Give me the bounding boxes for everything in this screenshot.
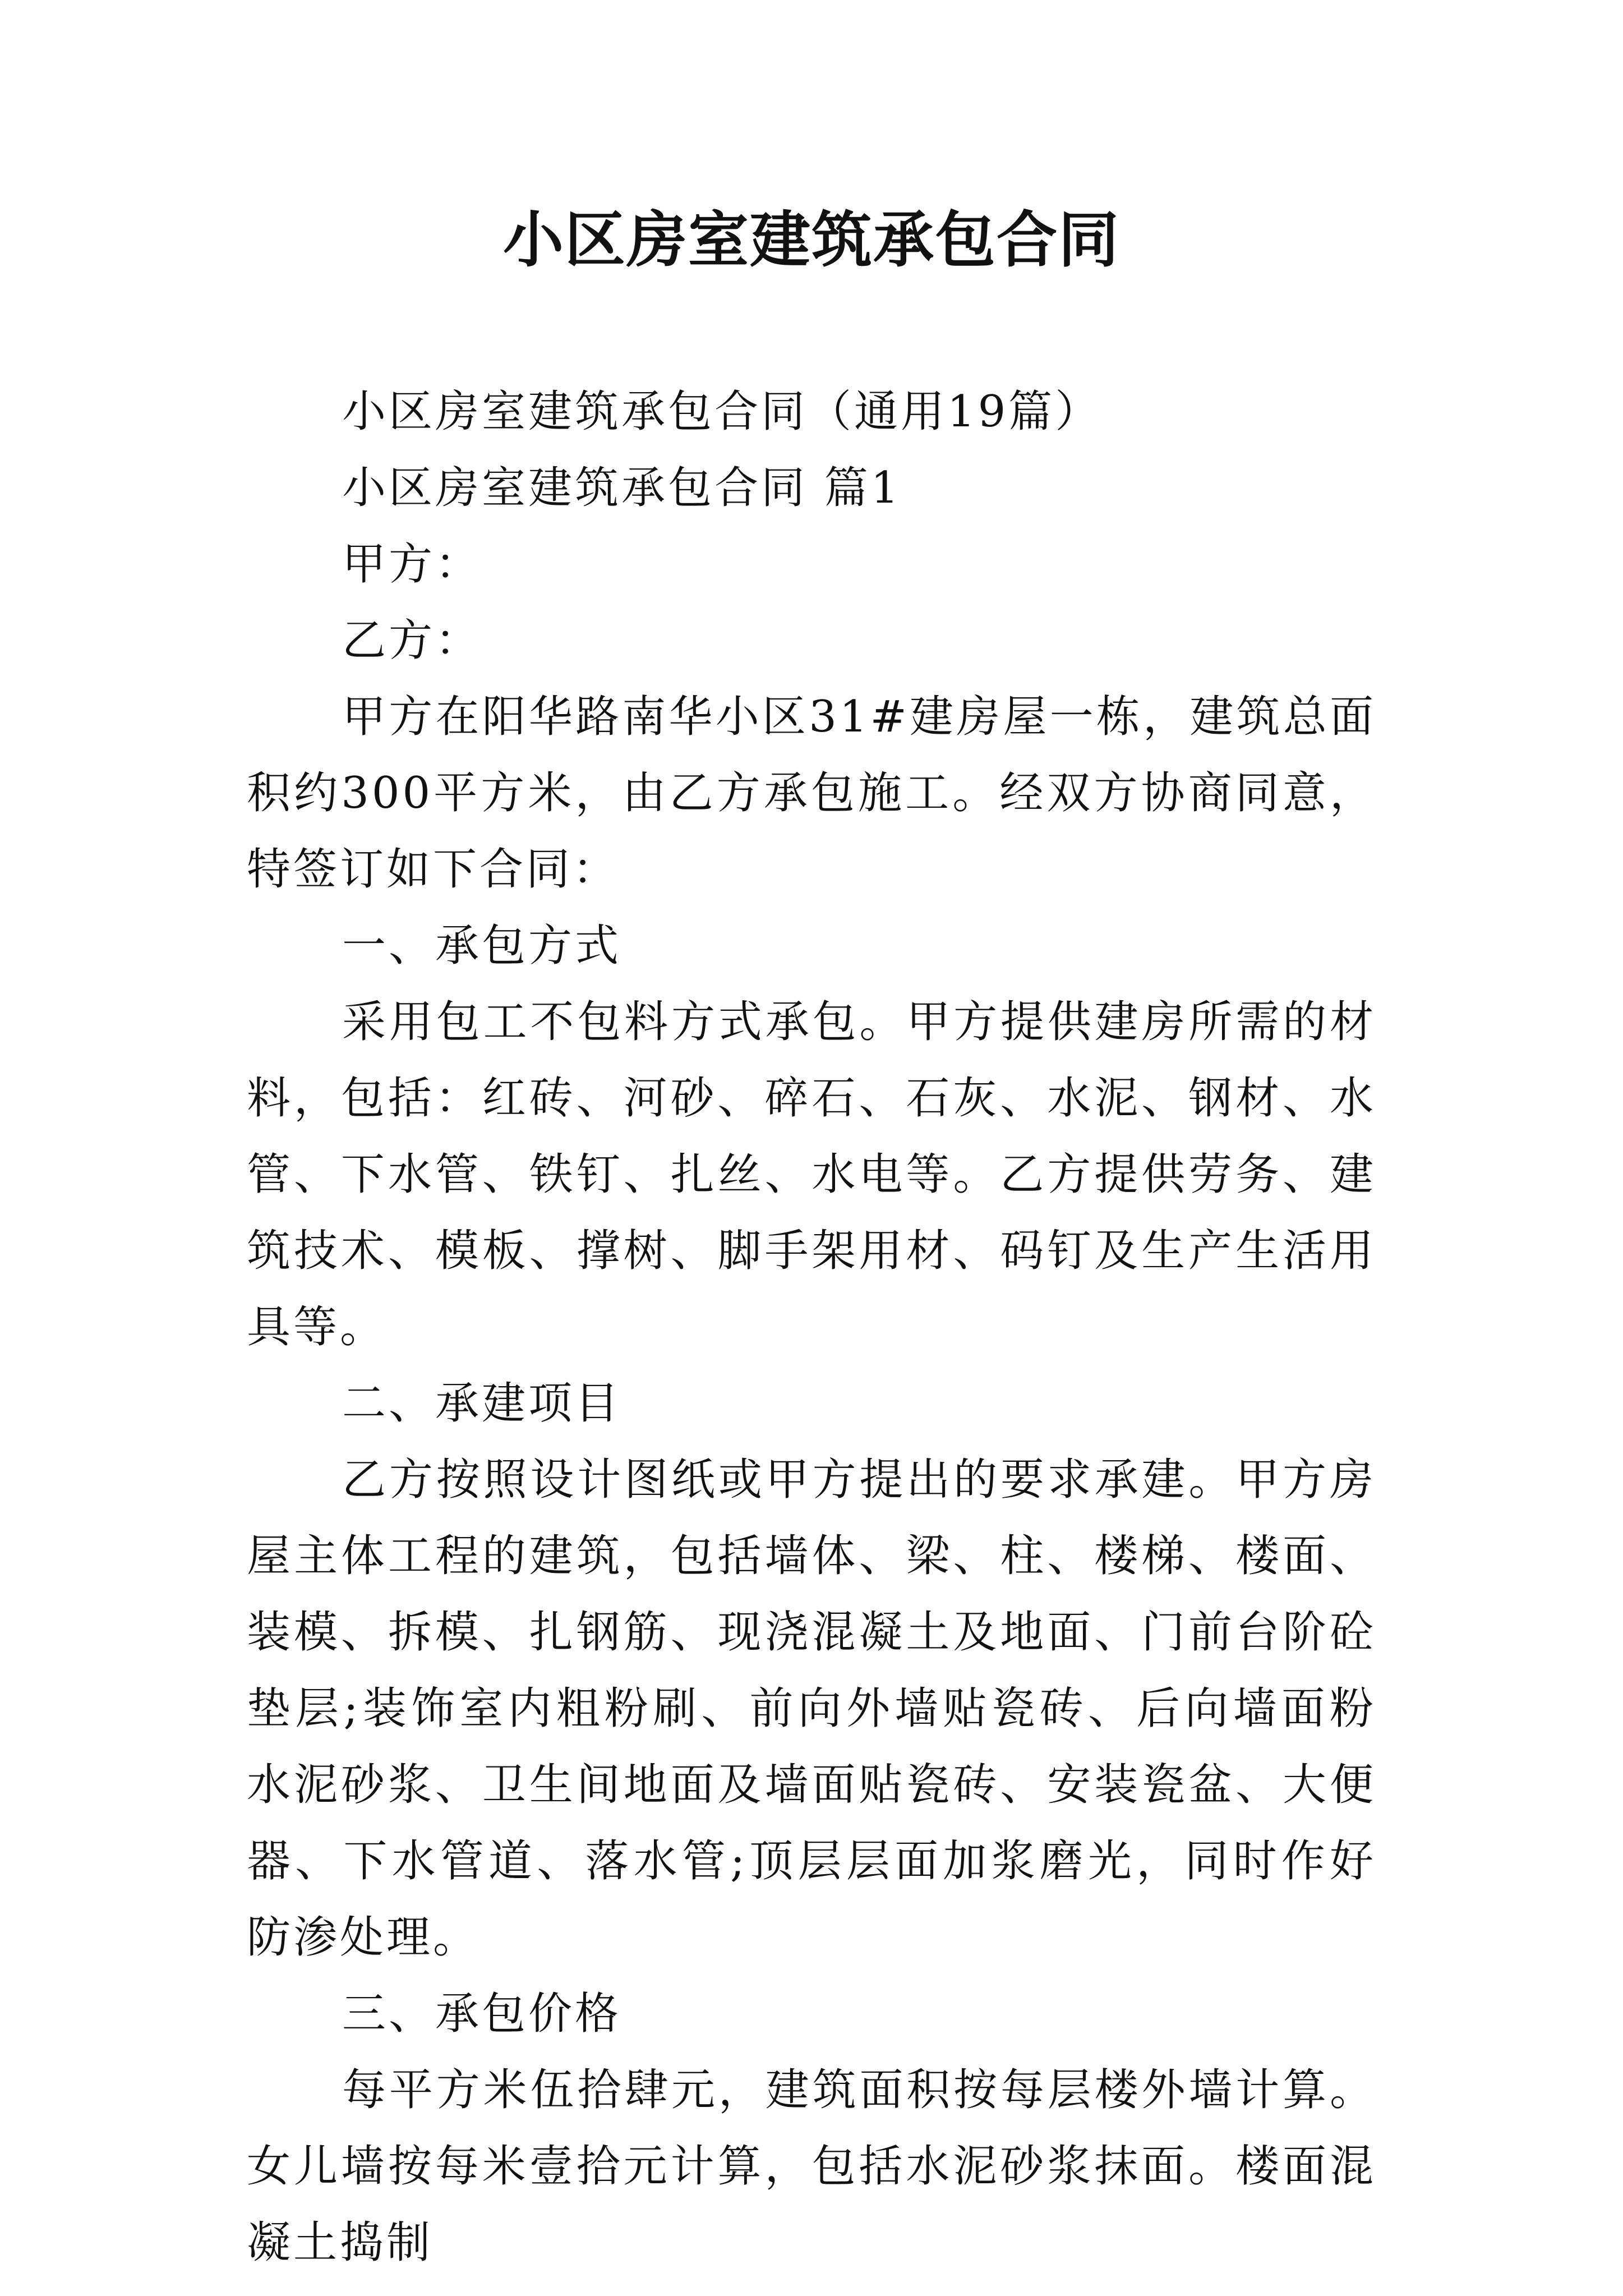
clause-text-3: 每平方米伍拾肆元，建筑面积按每层楼外墙计算。女儿墙按每米壹拾元计算，包括水泥砂浆抹面。楼面混凝土捣制 [247,2065,1376,2268]
clause-heading-2: 二、承建项目 [342,1378,622,1429]
intro-paragraph: 甲方在阳华路南华小区31#建房屋一栋，建筑总面积约300平方米，由乙方承包施工。经双方协商同意，特签订如下合同： [247,692,1376,895]
party-a-line: 甲方： [342,539,482,590]
clause-text-1: 采用包工不包料方式承包。甲方提供建房所需的材料，包括：红砖、河砂、碎石、石灰、水泥、钢材、水管、下水管、铁钉、扎丝、水电等。乙方提供劳务、建筑技术、模板、撑树、脚手架用材、码钉及生产生活用具等。 [247,997,1376,1352]
party-b-line: 乙方： [342,615,482,666]
subtitle-paragraph: 小区房室建筑承包合同（通用19篇） [342,386,1102,437]
clause-heading-3: 三、承包价格 [342,1989,622,2039]
clause-text-2: 乙方按照设计图纸或甲方提出的要求承建。甲方房屋主体工程的建筑，包括墙体、梁、柱、楼梯、楼面、装模、拆模、扎钢筋、现浇混凝土及地面、门前台阶砼垫层;装饰室内粗粉刷、前向外墙贴瓷砖、后向墙面粉水泥砂浆、卫生间地面及墙面贴瓷砖、安装瓷盆、大便器、下水管道、落水管;顶层层面加浆磨光，同时作好防渗处理。 [247,1455,1376,1963]
document-title: 小区房室建筑承包合同 [502,205,1120,275]
clause-heading-1: 一、承包方式 [342,921,622,971]
section-heading: 小区房室建筑承包合同 篇1 [342,463,902,513]
document-body [247,374,1376,2281]
